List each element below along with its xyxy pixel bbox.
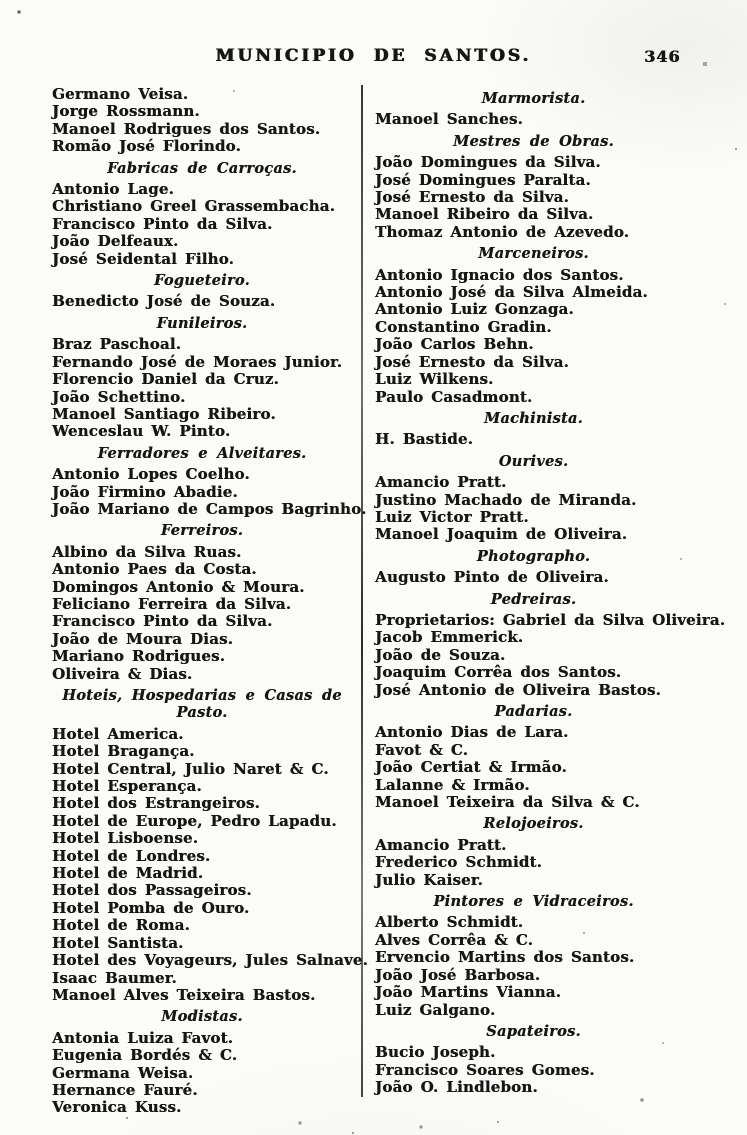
section-heading: Marceneiros.	[478, 245, 589, 263]
directory-entry: João Schettino.	[52, 387, 186, 406]
section-heading: Pedreiras.	[490, 590, 577, 608]
directory-entry: Hotel de Europe, Pedro Lapadu.	[52, 811, 337, 830]
directory-entry: Mariano Rodrigues.	[52, 647, 226, 666]
section-heading: Ferreiros.	[160, 522, 244, 540]
directory-entry: Antonia Luiza Favot.	[52, 1028, 234, 1047]
section-heading: Ferradores e Alveitares.	[97, 444, 307, 462]
directory-entry: Amancio Pratt.	[375, 473, 507, 492]
directory-entry: Lalanne & Irmão.	[375, 775, 530, 794]
section-heading: Fogueteiro.	[154, 272, 250, 290]
directory-entry: Bucio Joseph.	[375, 1043, 496, 1062]
directory-entry: Proprietarios: Gabriel da Silva Oliveira.	[375, 610, 726, 629]
directory-entry: Benedicto José de Souza.	[52, 292, 276, 311]
directory-entry: Antonio Luiz Gonzaga.	[375, 300, 574, 319]
directory-entry: Hotel de Londres.	[52, 846, 211, 865]
directory-entry: Germano Veisa.	[52, 85, 189, 103]
directory-entry: Francisco Pinto da Silva.	[52, 214, 273, 233]
section-heading: Relojoeiros.	[483, 815, 584, 833]
directory-section	[375, 591, 740, 699]
directory-section	[375, 893, 740, 1019]
directory-entry: José Antonio de Oliveira Bastos.	[375, 680, 661, 699]
section-heading: Hoteis, Hospedarias e Casas de Pasto.	[62, 687, 342, 722]
directory-entry: Antonio Dias de Lara.	[375, 723, 569, 742]
directory-entry: João de Souza.	[375, 645, 506, 664]
directory-entry: Justino Machado de Miranda.	[375, 490, 637, 509]
directory-entry: Oliveira & Dias.	[52, 664, 193, 683]
directory-entry: Fernando José de Moraes Junior.	[52, 352, 343, 371]
directory-entry: José Domingues Paralta.	[375, 170, 591, 189]
directory-entry: Favot & C.	[375, 740, 469, 759]
directory-entry: Hotel de Madrid.	[52, 864, 204, 883]
directory-entry: Hotel Bragança.	[52, 742, 195, 761]
directory-entry: Hotel Pomba de Ouro.	[52, 898, 250, 917]
directory-entry: Wenceslau W. Pinto.	[52, 422, 231, 441]
directory-entry: Hotel Esperança.	[52, 777, 202, 796]
directory-entry: João Certiat & Irmão.	[375, 758, 567, 777]
directory-entry: Amancio Pratt.	[375, 835, 507, 854]
directory-entry: Romão José Florindo.	[52, 137, 241, 156]
directory-section	[52, 160, 352, 268]
directory-entry: Albino da Silva Ruas.	[52, 542, 242, 561]
directory-entry: Augusto Pinto de Oliveira.	[375, 568, 609, 587]
section-heading: Mestres de Obras.	[453, 132, 614, 150]
directory-entry: Hotel Santista.	[52, 933, 184, 952]
directory-entry: Alberto Schmidt.	[375, 913, 524, 932]
directory-entry: Domingos Antonio & Moura.	[52, 577, 305, 596]
section-heading: Pintores e Vidraceiros.	[433, 893, 634, 911]
directory-entry: José Ernesto da Silva.	[375, 188, 569, 207]
directory-entry: Francisco Pinto da Silva.	[52, 612, 273, 631]
directory-entry: Antonio José da Silva Almeida.	[375, 283, 648, 302]
directory-section	[52, 315, 352, 441]
directory-section	[375, 90, 740, 129]
directory-section	[375, 1023, 740, 1097]
page-header	[0, 46, 747, 74]
directory-section	[52, 86, 352, 156]
directory-entry: Germana Weisa.	[52, 1063, 194, 1082]
directory-entry: Isaac Baumer.	[52, 968, 177, 987]
directory-entry: Luiz Victor Pratt.	[375, 507, 529, 526]
right-column	[362, 86, 740, 1135]
directory-entry: Hotel dos Passageiros.	[52, 881, 252, 900]
directory-entry: João Domingues da Silva.	[375, 153, 601, 172]
directory-entry: Hotel de Roma.	[52, 916, 190, 935]
directory-entry: João Carlos Behn.	[375, 335, 534, 354]
directory-entry: Hotel des Voyageurs, Jules Salnave.	[52, 951, 368, 970]
section-heading: Ourives.	[498, 452, 569, 470]
directory-entry: Hotel dos Estrangeiros.	[52, 794, 260, 813]
directory-entry: Alves Corrêa & C.	[375, 930, 534, 949]
directory-columns	[0, 84, 747, 1135]
directory-entry: Constantino Gradin.	[375, 317, 552, 336]
directory-entry: Florencio Daniel da Cruz.	[52, 370, 279, 389]
directory-section	[375, 815, 740, 889]
directory-entry: João Firmino Abadie.	[52, 482, 238, 501]
directory-section	[375, 703, 740, 811]
section-heading: Fabricas de Carroças.	[107, 159, 297, 177]
directory-section	[375, 245, 740, 406]
section-heading: Funileiros.	[156, 314, 248, 332]
directory-entry: Thomaz Antonio de Azevedo.	[375, 222, 630, 241]
directory-section	[52, 522, 352, 683]
directory-section	[52, 1008, 352, 1116]
directory-entry: Manoel Sanches.	[375, 110, 523, 129]
directory-section	[52, 444, 367, 519]
directory-entry: Manoel Rodrigues dos Santos.	[52, 119, 321, 138]
scan-noise-specks	[0, 0, 2, 2]
directory-entry: Francisco Soares Gomes.	[375, 1060, 595, 1079]
directory-entry: Ervencio Martins dos Santos.	[375, 948, 635, 967]
directory-entry: Luiz Wilkens.	[375, 370, 494, 389]
directory-section	[375, 410, 740, 449]
directory-entry: João O. Lindlebon.	[375, 1078, 538, 1097]
directory-entry: Manoel Joaquim de Oliveira.	[375, 525, 628, 544]
directory-entry: Hotel Central, Julio Naret & C.	[52, 759, 329, 778]
directory-entry: Hotel America.	[52, 724, 184, 743]
directory-entry: Jorge Rossmann.	[52, 102, 200, 121]
directory-entry: Frederico Schmidt.	[375, 853, 543, 872]
section-heading: Padarias.	[494, 703, 573, 720]
directory-entry: Luiz Galgano.	[375, 1000, 496, 1019]
section-heading: Machinista.	[484, 409, 583, 427]
directory-entry: Jacob Emmerick.	[375, 628, 524, 647]
directory-entry: Christiano Greel Grassembacha.	[52, 197, 336, 216]
directory-section	[375, 548, 740, 587]
section-heading: Modistas.	[161, 1008, 243, 1026]
directory-section	[52, 687, 368, 1004]
directory-section	[52, 272, 352, 311]
directory-entry: Antonio Lage.	[52, 180, 174, 199]
directory-entry: Joaquim Corrêa dos Santos.	[375, 663, 622, 682]
directory-entry: Feliciano Ferreira da Silva.	[52, 594, 292, 613]
directory-entry: Manoel Ribeiro da Silva.	[375, 205, 594, 224]
directory-entry: João José Barbosa.	[375, 965, 541, 984]
page-title: MUNICIPIO DE SANTOS.	[215, 46, 532, 66]
directory-entry: Antonio Paes da Costa.	[52, 560, 257, 579]
section-heading: Sapateiros.	[486, 1022, 581, 1040]
directory-entry: Hernance Fauré.	[52, 1080, 198, 1099]
directory-entry: Antonio Lopes Coelho.	[52, 465, 250, 484]
directory-entry: H. Bastide.	[375, 430, 474, 449]
directory-entry: Veronica Kuss.	[52, 1098, 182, 1117]
directory-section	[375, 453, 740, 544]
page-number: 346	[644, 47, 681, 66]
directory-entry: João Mariano de Campos Bagrinho.	[52, 499, 367, 518]
directory-entry: Julio Kaiser.	[375, 870, 483, 889]
directory-entry: Paulo Casadmont.	[375, 387, 533, 406]
section-heading: Photographo.	[476, 547, 591, 565]
directory-entry: Manoel Santiago Ribeiro.	[52, 404, 276, 423]
directory-entry: José Seidental Filho.	[52, 249, 235, 268]
directory-section	[375, 133, 740, 241]
section-heading: Marmorista.	[481, 90, 586, 107]
directory-entry: Antonio Ignacio dos Santos.	[375, 265, 624, 284]
directory-entry: Manoel Alves Teixeira Bastos.	[52, 985, 316, 1004]
left-column	[52, 85, 368, 1135]
directory-entry: Eugenia Bordés & C.	[52, 1046, 238, 1065]
directory-entry: Hotel Lisboense.	[52, 829, 199, 848]
directory-entry: José Ernesto da Silva.	[375, 352, 569, 371]
directory-entry: Manoel Teixeira da Silva & C.	[375, 793, 640, 812]
directory-entry: João Martins Vianna.	[375, 983, 562, 1002]
directory-entry: João Delfeaux.	[52, 232, 179, 251]
directory-entry: João de Moura Dias.	[52, 629, 234, 648]
directory-entry: Braz Paschoal.	[52, 335, 182, 354]
